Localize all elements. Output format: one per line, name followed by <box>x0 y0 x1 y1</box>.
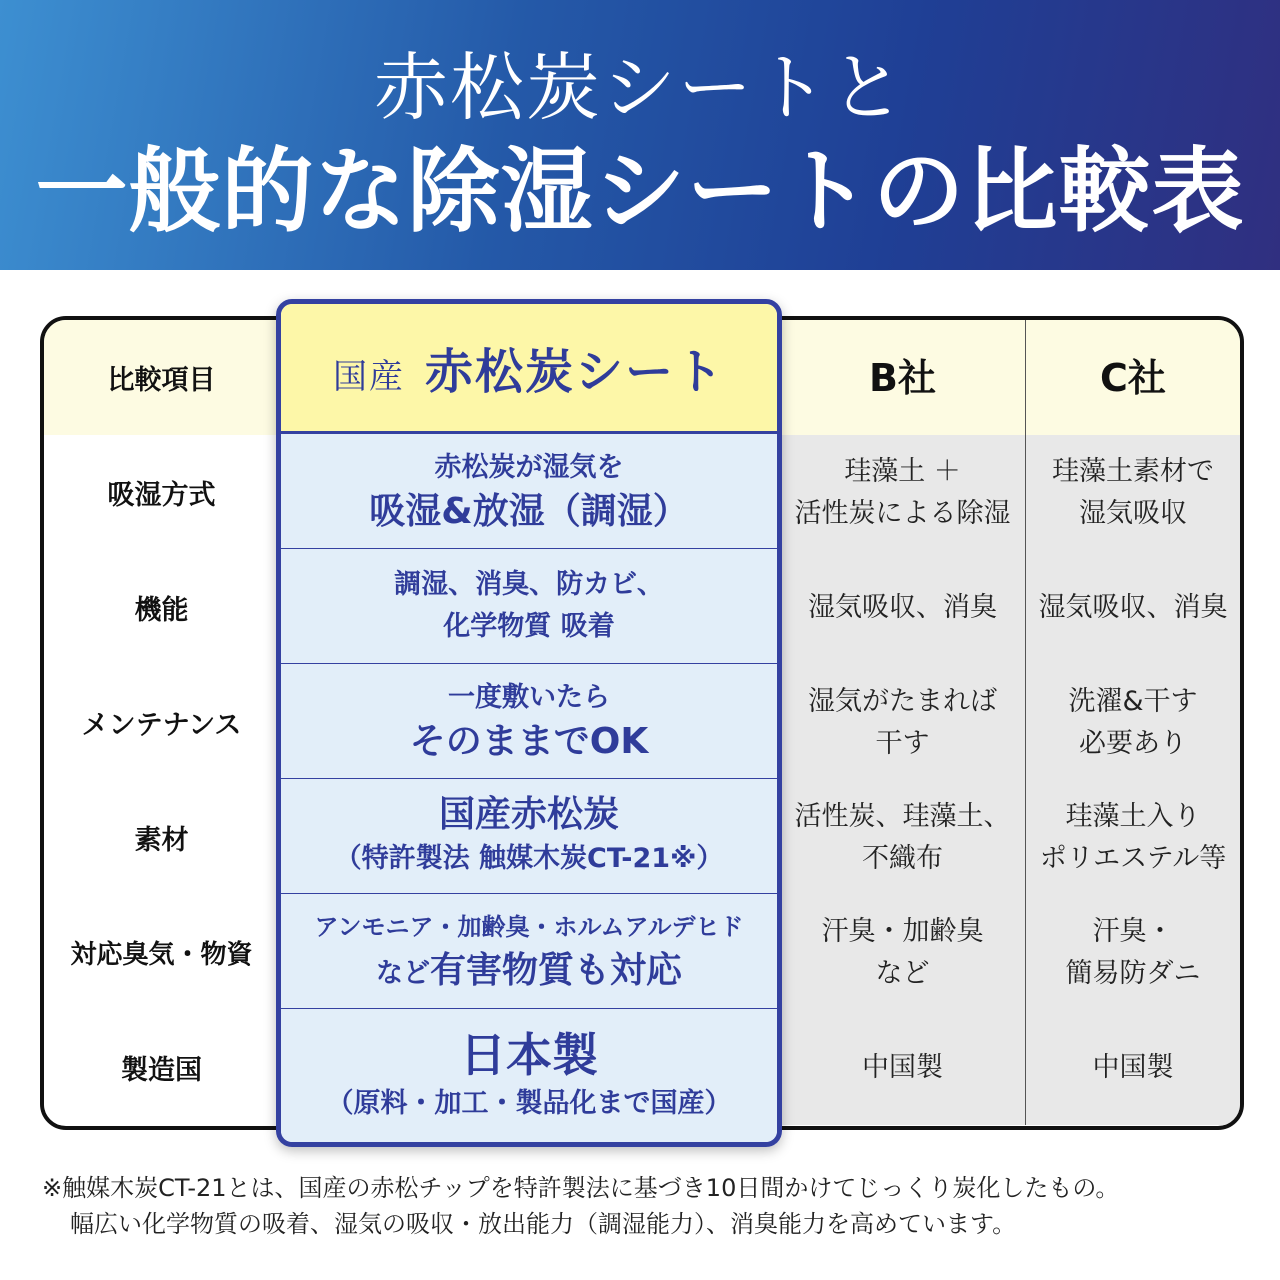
cell-line: （原料・加工・製品化まで国産） <box>326 1087 732 1119</box>
header-company-c: C社 <box>1026 320 1240 435</box>
row-label: 製造国 <box>44 1010 280 1125</box>
cell-line: 日本製 <box>460 1027 598 1082</box>
header-company-b: B社 <box>780 320 1026 435</box>
cell-line: ポリエステル等 <box>1039 842 1227 874</box>
product-cell <box>281 549 777 664</box>
product-cell <box>281 1009 777 1142</box>
company-c-cell <box>1026 780 1240 895</box>
cell-line: 活性炭による除湿 <box>794 497 1011 529</box>
row-label: 対応臭気・物資 <box>44 895 280 1010</box>
cell-line: 簡易防ダニ <box>1065 957 1201 989</box>
product-cell <box>281 894 777 1009</box>
cell-line: 不織布 <box>862 842 943 874</box>
cell-line: 吸湿&放湿（調湿） <box>369 491 689 532</box>
cell-line: アンモニア・加齢臭・ホルムアルデヒド <box>314 912 744 941</box>
cell-line: そのままでOK <box>409 721 649 762</box>
cell-line: 活性炭、珪藻土、 <box>794 800 1011 832</box>
cell-line: 赤松炭が湿気を <box>434 452 624 483</box>
cell-line: 汗臭・加齢臭 <box>821 915 984 947</box>
product-cell <box>281 779 777 894</box>
header-label: 比較項目 <box>44 320 280 435</box>
footnote-line-1: ※触媒木炭CT-21とは、国産の赤松チップを特許製法に基づき10日間かけてじっくり炭化したもの。 <box>42 1174 1120 1202</box>
cell-line: 湿気吸収 <box>1079 497 1187 529</box>
cell-line: 珪藻土素材で <box>1052 455 1214 487</box>
cell-line-mixed <box>376 948 682 997</box>
cell-line: 国産赤松炭 <box>438 794 619 835</box>
company-b-cell <box>780 780 1026 895</box>
row-label: メンテナンス <box>44 665 280 780</box>
cell-line: 湿気吸収、消臭 <box>808 591 997 623</box>
product-title <box>333 333 725 402</box>
title-line-1: 赤松炭シートと <box>374 45 906 131</box>
cell-line: 必要あり <box>1079 727 1187 759</box>
row-label: 吸湿方式 <box>44 435 280 550</box>
cell-line: 化学物質 吸着 <box>443 611 615 642</box>
product-cell <box>281 434 777 549</box>
company-b-cell <box>780 550 1026 665</box>
cell-line: 調湿、消臭、防カビ、 <box>394 569 664 600</box>
product-cell <box>281 664 777 779</box>
featured-product-column <box>276 299 782 1147</box>
company-c-cell <box>1026 550 1240 665</box>
cell-line: 中国製 <box>862 1051 943 1083</box>
row-label: 素材 <box>44 780 280 895</box>
cell-line: 干す <box>875 727 930 759</box>
company-b-cell <box>780 665 1026 780</box>
cell-line: 湿気吸収、消臭 <box>1038 591 1228 623</box>
company-c-cell <box>1026 895 1240 1010</box>
cell-line: 中国製 <box>1092 1051 1174 1083</box>
product-prefix: 国産 <box>332 357 405 397</box>
cell-line: など <box>875 957 930 989</box>
cell-line: （特許製法 触媒木炭CT-21※） <box>334 843 724 874</box>
cell-line: 汗臭・ <box>1092 915 1174 947</box>
product-name: 赤松炭シート <box>424 344 725 400</box>
company-b-cell <box>780 1010 1026 1125</box>
product-header <box>281 304 777 434</box>
company-b-cell <box>780 895 1026 1010</box>
cell-text-large: 有害物質も対応 <box>429 949 682 991</box>
cell-line: 一度敷いたら <box>448 682 610 713</box>
cell-line: 珪藻土入り <box>1065 800 1201 832</box>
company-c-cell <box>1026 435 1240 550</box>
company-b-cell <box>780 435 1026 550</box>
cell-text-small: など <box>375 957 430 989</box>
row-label: 機能 <box>44 550 280 665</box>
company-c-cell <box>1026 665 1240 780</box>
footnote <box>42 1170 1262 1242</box>
cell-line: 湿気がたまれば <box>808 685 997 717</box>
company-c-cell <box>1026 1010 1240 1125</box>
cell-line: 珪藻土 ＋ <box>844 455 961 487</box>
title-banner <box>0 0 1280 270</box>
footnote-line-2: 幅広い化学物質の吸着、湿気の吸収・放出能力（調湿能力）、消臭能力を高めています。 <box>70 1210 1017 1238</box>
title-line-2: 一般的な除湿シートの比較表 <box>35 138 1245 245</box>
cell-line: 洗濯&干す <box>1068 685 1198 717</box>
